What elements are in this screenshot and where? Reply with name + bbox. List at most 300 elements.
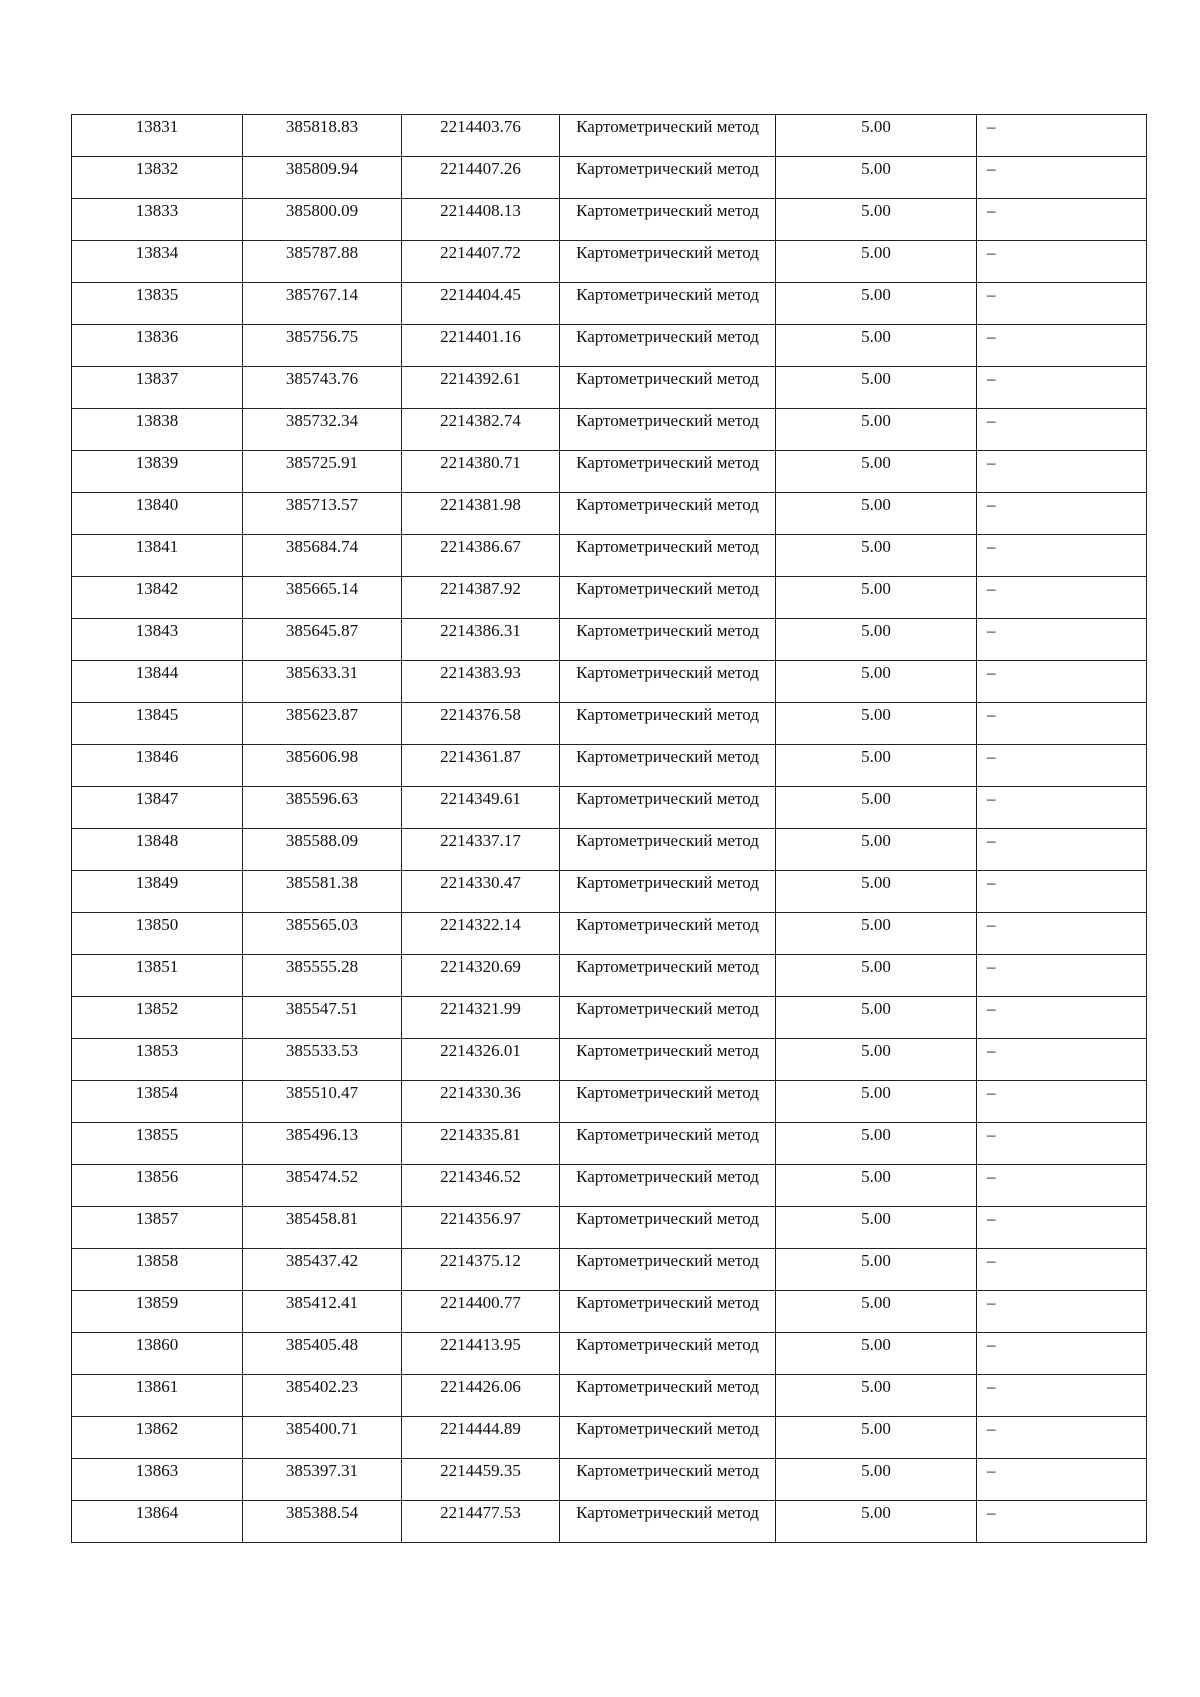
accuracy-cell-text: 5.00: [861, 1377, 891, 1396]
point-number-cell: [72, 1459, 243, 1501]
y-coordinate-cell: [402, 619, 560, 661]
y-coordinate-cell: [402, 577, 560, 619]
method-cell: [560, 619, 776, 661]
table-row: [72, 115, 1147, 157]
point-number-cell-text: 13834: [135, 243, 179, 262]
note-cell-text: –: [987, 453, 996, 472]
y-coordinate-cell-text: 2214407.72: [440, 243, 521, 262]
note-cell: [977, 1417, 1147, 1459]
note-cell: [977, 1249, 1147, 1291]
x-coordinate-cell-text: 385623.87: [285, 705, 359, 724]
table-row: [72, 283, 1147, 325]
point-number-cell-text: 13859: [135, 1293, 179, 1312]
accuracy-cell: [776, 157, 977, 199]
accuracy-cell-text: 5.00: [861, 1125, 891, 1144]
accuracy-cell: [776, 787, 977, 829]
y-coordinate-cell-text: 2214335.81: [440, 1125, 521, 1144]
x-coordinate-cell-text: 385818.83: [285, 117, 359, 136]
method-cell: [560, 1207, 776, 1249]
accuracy-cell-text: 5.00: [861, 1461, 891, 1480]
note-cell: [977, 913, 1147, 955]
y-coordinate-cell: [402, 493, 560, 535]
x-coordinate-cell: [243, 955, 402, 997]
y-coordinate-cell: [402, 955, 560, 997]
point-number-cell-text: 13838: [135, 411, 179, 430]
point-number-cell-text: 13850: [135, 915, 179, 934]
x-coordinate-cell: [243, 619, 402, 661]
note-cell: [977, 283, 1147, 325]
method-cell: [560, 1165, 776, 1207]
accuracy-cell-text: 5.00: [861, 999, 891, 1018]
point-number-cell: [72, 661, 243, 703]
method-cell: [560, 1039, 776, 1081]
x-coordinate-cell: [243, 367, 402, 409]
x-coordinate-cell: [243, 913, 402, 955]
method-cell-text: Картометрический метод: [576, 1335, 759, 1354]
accuracy-cell: [776, 1039, 977, 1081]
note-cell-text: –: [987, 1251, 996, 1270]
note-cell-text: –: [987, 1167, 996, 1186]
x-coordinate-cell: [243, 493, 402, 535]
x-coordinate-cell-text: 385397.31: [285, 1461, 359, 1480]
x-coordinate-cell-text: 385725.91: [285, 453, 359, 472]
method-cell: [560, 1123, 776, 1165]
accuracy-cell-text: 5.00: [861, 411, 891, 430]
y-coordinate-cell: [402, 451, 560, 493]
note-cell-text: –: [987, 327, 996, 346]
accuracy-cell-text: 5.00: [861, 1167, 891, 1186]
table-row: [72, 829, 1147, 871]
point-number-cell-text: 13835: [135, 285, 179, 304]
x-coordinate-cell-text: 385555.28: [285, 957, 359, 976]
point-number-cell: [72, 703, 243, 745]
y-coordinate-cell: [402, 1417, 560, 1459]
note-cell: [977, 157, 1147, 199]
y-coordinate-cell-text: 2214407.26: [440, 159, 521, 178]
point-number-cell-text: 13858: [135, 1251, 179, 1270]
accuracy-cell-text: 5.00: [861, 1293, 891, 1312]
y-coordinate-cell: [402, 409, 560, 451]
x-coordinate-cell: [243, 1039, 402, 1081]
x-coordinate-cell-text: 385732.34: [285, 411, 359, 430]
point-number-cell-text: 13833: [135, 201, 179, 220]
note-cell-text: –: [987, 789, 996, 808]
y-coordinate-cell: [402, 1291, 560, 1333]
table-row: [72, 493, 1147, 535]
note-cell: [977, 997, 1147, 1039]
point-number-cell-text: 13847: [135, 789, 179, 808]
note-cell: [977, 1459, 1147, 1501]
accuracy-cell: [776, 283, 977, 325]
accuracy-cell-text: 5.00: [861, 789, 891, 808]
accuracy-cell-text: 5.00: [861, 747, 891, 766]
method-cell-text: Картометрический метод: [576, 1461, 759, 1480]
accuracy-cell: [776, 829, 977, 871]
table-row: [72, 1501, 1147, 1543]
y-coordinate-cell-text: 2214386.67: [440, 537, 521, 556]
y-coordinate-cell: [402, 1039, 560, 1081]
point-number-cell-text: 13841: [135, 537, 179, 556]
y-coordinate-cell-text: 2214403.76: [440, 117, 521, 136]
table-row: [72, 1291, 1147, 1333]
y-coordinate-cell-text: 2214337.17: [440, 831, 521, 850]
y-coordinate-cell: [402, 787, 560, 829]
note-cell: [977, 703, 1147, 745]
y-coordinate-cell-text: 2214459.35: [440, 1461, 521, 1480]
note-cell: [977, 1291, 1147, 1333]
note-cell: [977, 115, 1147, 157]
method-cell-text: Картометрический метод: [576, 243, 759, 262]
accuracy-cell: [776, 577, 977, 619]
point-number-cell: [72, 199, 243, 241]
x-coordinate-cell-text: 385474.52: [285, 1167, 359, 1186]
accuracy-cell-text: 5.00: [861, 159, 891, 178]
accuracy-cell-text: 5.00: [861, 1083, 891, 1102]
note-cell: [977, 325, 1147, 367]
method-cell-text: Картометрический метод: [576, 537, 759, 556]
method-cell: [560, 955, 776, 997]
x-coordinate-cell: [243, 115, 402, 157]
y-coordinate-cell-text: 2214322.14: [440, 915, 521, 934]
accuracy-cell: [776, 535, 977, 577]
y-coordinate-cell: [402, 661, 560, 703]
note-cell: [977, 955, 1147, 997]
point-number-cell: [72, 493, 243, 535]
accuracy-cell: [776, 997, 977, 1039]
y-coordinate-cell-text: 2214477.53: [440, 1503, 521, 1522]
y-coordinate-cell: [402, 1165, 560, 1207]
note-cell-text: –: [987, 621, 996, 640]
method-cell: [560, 1375, 776, 1417]
x-coordinate-cell: [243, 409, 402, 451]
accuracy-cell-text: 5.00: [861, 1041, 891, 1060]
x-coordinate-cell-text: 385496.13: [285, 1125, 359, 1144]
point-number-cell: [72, 241, 243, 283]
table-row: [72, 1459, 1147, 1501]
table-row: [72, 1333, 1147, 1375]
y-coordinate-cell-text: 2214400.77: [440, 1293, 521, 1312]
y-coordinate-cell-text: 2214326.01: [440, 1041, 521, 1060]
accuracy-cell: [776, 661, 977, 703]
method-cell: [560, 451, 776, 493]
accuracy-cell: [776, 493, 977, 535]
point-number-cell-text: 13843: [135, 621, 179, 640]
table-row: [72, 577, 1147, 619]
accuracy-cell-text: 5.00: [861, 495, 891, 514]
accuracy-cell: [776, 1207, 977, 1249]
table-row: [72, 913, 1147, 955]
y-coordinate-cell: [402, 367, 560, 409]
x-coordinate-cell-text: 385645.87: [285, 621, 359, 640]
point-number-cell: [72, 367, 243, 409]
y-coordinate-cell: [402, 1375, 560, 1417]
method-cell-text: Картометрический метод: [576, 1209, 759, 1228]
x-coordinate-cell-text: 385412.41: [285, 1293, 359, 1312]
table-row: [72, 451, 1147, 493]
x-coordinate-cell: [243, 535, 402, 577]
accuracy-cell: [776, 955, 977, 997]
accuracy-cell: [776, 619, 977, 661]
note-cell: [977, 661, 1147, 703]
y-coordinate-cell: [402, 997, 560, 1039]
note-cell-text: –: [987, 537, 996, 556]
y-coordinate-cell-text: 2214408.13: [440, 201, 521, 220]
point-number-cell-text: 13846: [135, 747, 179, 766]
x-coordinate-cell: [243, 829, 402, 871]
method-cell: [560, 199, 776, 241]
note-cell-text: –: [987, 369, 996, 388]
x-coordinate-cell-text: 385565.03: [285, 915, 359, 934]
note-cell: [977, 493, 1147, 535]
note-cell: [977, 1081, 1147, 1123]
accuracy-cell-text: 5.00: [861, 663, 891, 682]
x-coordinate-cell: [243, 1291, 402, 1333]
accuracy-cell: [776, 1081, 977, 1123]
accuracy-cell-text: 5.00: [861, 915, 891, 934]
x-coordinate-cell-text: 385437.42: [285, 1251, 359, 1270]
y-coordinate-cell: [402, 1207, 560, 1249]
method-cell-text: Картометрический метод: [576, 411, 759, 430]
accuracy-cell-text: 5.00: [861, 1209, 891, 1228]
table-row: [72, 745, 1147, 787]
point-number-cell: [72, 451, 243, 493]
accuracy-cell-text: 5.00: [861, 1335, 891, 1354]
method-cell-text: Картометрический метод: [576, 369, 759, 388]
method-cell: [560, 1081, 776, 1123]
method-cell: [560, 493, 776, 535]
note-cell-text: –: [987, 201, 996, 220]
point-number-cell-text: 13863: [135, 1461, 179, 1480]
note-cell: [977, 871, 1147, 913]
x-coordinate-cell: [243, 241, 402, 283]
x-coordinate-cell-text: 385588.09: [285, 831, 359, 850]
x-coordinate-cell-text: 385713.57: [285, 495, 359, 514]
y-coordinate-cell-text: 2214401.16: [440, 327, 521, 346]
accuracy-cell: [776, 115, 977, 157]
y-coordinate-cell-text: 2214426.06: [440, 1377, 521, 1396]
table-row: [72, 1375, 1147, 1417]
y-coordinate-cell: [402, 1333, 560, 1375]
y-coordinate-cell-text: 2214356.97: [440, 1209, 521, 1228]
y-coordinate-cell: [402, 1123, 560, 1165]
y-coordinate-cell-text: 2214330.36: [440, 1083, 521, 1102]
method-cell-text: Картометрический метод: [576, 201, 759, 220]
point-number-cell: [72, 1501, 243, 1543]
method-cell-text: Картометрический метод: [576, 789, 759, 808]
note-cell: [977, 1375, 1147, 1417]
note-cell-text: –: [987, 117, 996, 136]
point-number-cell: [72, 913, 243, 955]
point-number-cell: [72, 1417, 243, 1459]
table-row: [72, 1039, 1147, 1081]
x-coordinate-cell: [243, 745, 402, 787]
point-number-cell: [72, 325, 243, 367]
note-cell: [977, 619, 1147, 661]
x-coordinate-cell: [243, 1333, 402, 1375]
point-number-cell: [72, 829, 243, 871]
x-coordinate-cell: [243, 1207, 402, 1249]
method-cell-text: Картометрический метод: [576, 1083, 759, 1102]
y-coordinate-cell-text: 2214381.98: [440, 495, 521, 514]
note-cell: [977, 1165, 1147, 1207]
method-cell-text: Картометрический метод: [576, 285, 759, 304]
method-cell-text: Картометрический метод: [576, 621, 759, 640]
method-cell: [560, 325, 776, 367]
x-coordinate-cell: [243, 997, 402, 1039]
accuracy-cell-text: 5.00: [861, 117, 891, 136]
method-cell: [560, 787, 776, 829]
method-cell-text: Картометрический метод: [576, 1251, 759, 1270]
table-row: [72, 535, 1147, 577]
method-cell-text: Картометрический метод: [576, 579, 759, 598]
point-number-cell-text: 13861: [135, 1377, 179, 1396]
x-coordinate-cell: [243, 787, 402, 829]
y-coordinate-cell: [402, 1249, 560, 1291]
note-cell: [977, 1501, 1147, 1543]
accuracy-cell-text: 5.00: [861, 831, 891, 850]
accuracy-cell-text: 5.00: [861, 957, 891, 976]
accuracy-cell: [776, 1333, 977, 1375]
method-cell: [560, 1501, 776, 1543]
method-cell: [560, 1333, 776, 1375]
method-cell: [560, 409, 776, 451]
x-coordinate-cell: [243, 1501, 402, 1543]
note-cell-text: –: [987, 1083, 996, 1102]
note-cell-text: –: [987, 663, 996, 682]
y-coordinate-cell-text: 2214404.45: [440, 285, 521, 304]
note-cell-text: –: [987, 747, 996, 766]
x-coordinate-cell-text: 385756.75: [285, 327, 359, 346]
table-row: [72, 409, 1147, 451]
y-coordinate-cell-text: 2214383.93: [440, 663, 521, 682]
x-coordinate-cell-text: 385633.31: [285, 663, 359, 682]
point-number-cell: [72, 1165, 243, 1207]
y-coordinate-cell-text: 2214349.61: [440, 789, 521, 808]
method-cell: [560, 829, 776, 871]
note-cell-text: –: [987, 243, 996, 262]
accuracy-cell: [776, 241, 977, 283]
accuracy-cell-text: 5.00: [861, 537, 891, 556]
point-number-cell: [72, 1207, 243, 1249]
point-number-cell: [72, 1333, 243, 1375]
method-cell: [560, 661, 776, 703]
method-cell: [560, 283, 776, 325]
method-cell-text: Картометрический метод: [576, 453, 759, 472]
y-coordinate-cell: [402, 703, 560, 745]
note-cell: [977, 451, 1147, 493]
table-row: [72, 241, 1147, 283]
x-coordinate-cell: [243, 871, 402, 913]
point-number-cell: [72, 619, 243, 661]
point-number-cell-text: 13856: [135, 1167, 179, 1186]
point-number-cell: [72, 1123, 243, 1165]
point-number-cell: [72, 409, 243, 451]
y-coordinate-cell-text: 2214382.74: [440, 411, 521, 430]
note-cell-text: –: [987, 1503, 996, 1522]
accuracy-cell: [776, 1123, 977, 1165]
point-number-cell-text: 13853: [135, 1041, 179, 1060]
y-coordinate-cell: [402, 1501, 560, 1543]
method-cell: [560, 913, 776, 955]
note-cell-text: –: [987, 873, 996, 892]
note-cell: [977, 787, 1147, 829]
method-cell-text: Картометрический метод: [576, 747, 759, 766]
method-cell: [560, 535, 776, 577]
method-cell-text: Картометрический метод: [576, 915, 759, 934]
y-coordinate-cell: [402, 871, 560, 913]
y-coordinate-cell: [402, 241, 560, 283]
x-coordinate-cell-text: 385743.76: [285, 369, 359, 388]
method-cell: [560, 871, 776, 913]
point-number-cell: [72, 115, 243, 157]
method-cell-text: Картометрический метод: [576, 873, 759, 892]
note-cell-text: –: [987, 1377, 996, 1396]
table-row: [72, 1249, 1147, 1291]
x-coordinate-cell-text: 385800.09: [285, 201, 359, 220]
y-coordinate-cell-text: 2214330.47: [440, 873, 521, 892]
note-cell-text: –: [987, 957, 996, 976]
y-coordinate-cell-text: 2214386.31: [440, 621, 521, 640]
method-cell-text: Картометрический метод: [576, 495, 759, 514]
accuracy-cell: [776, 745, 977, 787]
y-coordinate-cell-text: 2214375.12: [440, 1251, 521, 1270]
table-row: [72, 703, 1147, 745]
method-cell: [560, 115, 776, 157]
y-coordinate-cell: [402, 199, 560, 241]
x-coordinate-cell-text: 385684.74: [285, 537, 359, 556]
y-coordinate-cell: [402, 1459, 560, 1501]
x-coordinate-cell: [243, 1417, 402, 1459]
note-cell-text: –: [987, 411, 996, 430]
note-cell: [977, 535, 1147, 577]
method-cell: [560, 745, 776, 787]
point-number-cell-text: 13832: [135, 159, 179, 178]
method-cell-text: Картометрический метод: [576, 705, 759, 724]
note-cell-text: –: [987, 1461, 996, 1480]
method-cell: [560, 1249, 776, 1291]
x-coordinate-cell-text: 385533.53: [285, 1041, 359, 1060]
y-coordinate-cell: [402, 745, 560, 787]
method-cell: [560, 577, 776, 619]
table-row: [72, 997, 1147, 1039]
method-cell: [560, 703, 776, 745]
accuracy-cell-text: 5.00: [861, 1251, 891, 1270]
point-number-cell-text: 13839: [135, 453, 179, 472]
accuracy-cell: [776, 1291, 977, 1333]
point-number-cell-text: 13860: [135, 1335, 179, 1354]
method-cell-text: Картометрический метод: [576, 1293, 759, 1312]
x-coordinate-cell: [243, 661, 402, 703]
y-coordinate-cell: [402, 913, 560, 955]
note-cell: [977, 241, 1147, 283]
point-number-cell: [72, 283, 243, 325]
note-cell-text: –: [987, 999, 996, 1018]
table-row: [72, 1417, 1147, 1459]
method-cell: [560, 997, 776, 1039]
x-coordinate-cell-text: 385606.98: [285, 747, 359, 766]
y-coordinate-cell-text: 2214320.69: [440, 957, 521, 976]
accuracy-cell-text: 5.00: [861, 201, 891, 220]
table-row: [72, 1081, 1147, 1123]
y-coordinate-cell-text: 2214346.52: [440, 1167, 521, 1186]
x-coordinate-cell-text: 385767.14: [285, 285, 359, 304]
y-coordinate-cell: [402, 829, 560, 871]
point-number-cell-text: 13852: [135, 999, 179, 1018]
table-row: [72, 367, 1147, 409]
accuracy-cell: [776, 1459, 977, 1501]
method-cell-text: Картометрический метод: [576, 957, 759, 976]
method-cell-text: Картометрический метод: [576, 1377, 759, 1396]
